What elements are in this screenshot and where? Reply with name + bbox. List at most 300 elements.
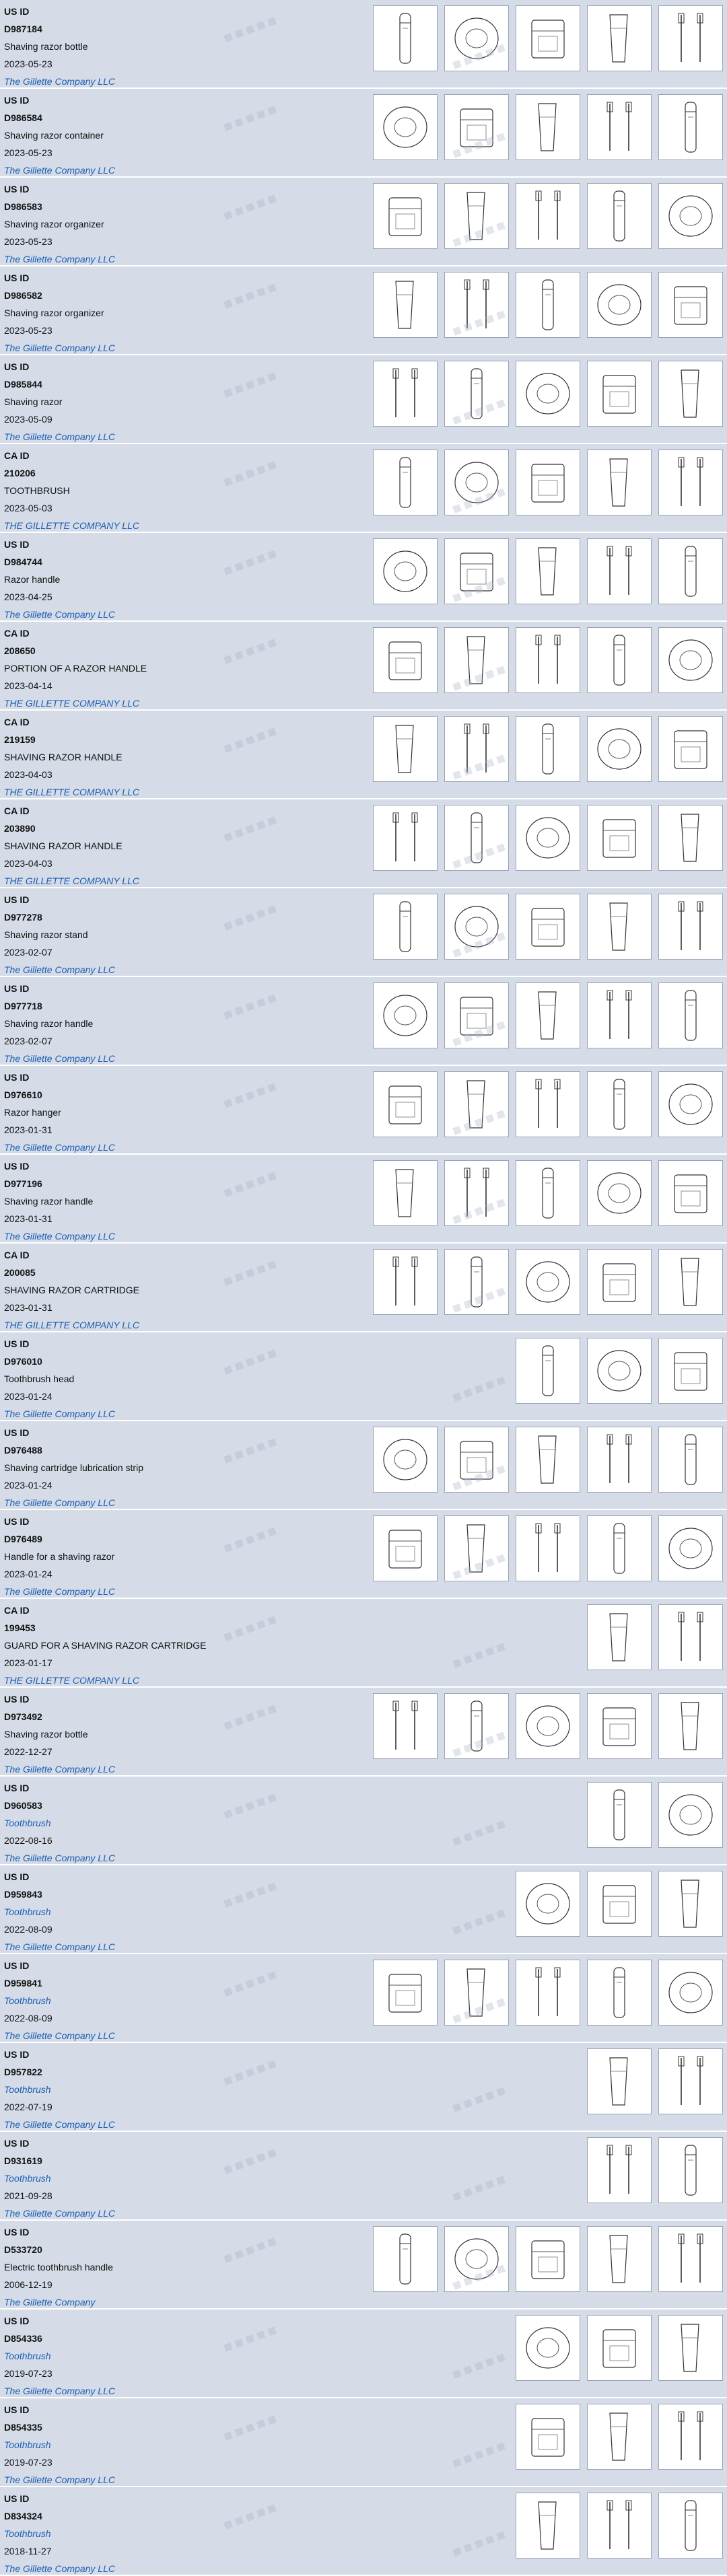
line-drawing-icon <box>590 1785 649 1845</box>
record-owner-link[interactable]: The Gillette Company LLC <box>4 431 115 442</box>
patent-record[interactable] <box>0 977 727 1065</box>
design-drawing-thumbnail[interactable] <box>373 982 438 1048</box>
watermark-mark: ■■■■■ <box>221 1343 281 1380</box>
design-drawing-thumbnail[interactable] <box>658 627 723 693</box>
design-drawing-thumbnail[interactable] <box>658 1604 723 1670</box>
line-drawing-icon <box>447 363 506 424</box>
design-drawing-thumbnail[interactable] <box>658 1960 723 2026</box>
watermark-mark: ■■■■■ <box>450 303 510 341</box>
patent-record[interactable] <box>0 799 727 887</box>
line-drawing-icon <box>518 2406 578 2467</box>
drawing-thumbnails <box>373 716 723 782</box>
line-drawing-icon <box>447 8 506 69</box>
line-drawing-icon <box>590 2140 649 2201</box>
design-drawing-thumbnail[interactable] <box>658 1427 723 1493</box>
record-owner-link[interactable]: THE GILLETTE COMPANY LLC <box>4 1320 139 1330</box>
line-drawing-icon <box>518 8 578 69</box>
design-drawing-thumbnail[interactable] <box>658 1515 723 1581</box>
record-id[interactable]: 200085 <box>4 1267 36 1278</box>
patent-record[interactable] <box>0 622 727 709</box>
watermark-mark: ■■■■■ <box>450 2258 510 2295</box>
design-drawing-thumbnail[interactable] <box>516 2315 580 2381</box>
line-drawing-icon <box>661 2051 720 2112</box>
design-drawing-thumbnail[interactable] <box>516 1960 580 2026</box>
design-drawing-thumbnail[interactable] <box>658 2137 723 2203</box>
patent-record[interactable] <box>0 444 727 532</box>
record-id[interactable]: D834324 <box>4 2511 42 2521</box>
design-drawing-thumbnail[interactable] <box>373 1249 438 1315</box>
record-id[interactable]: D977718 <box>4 1001 42 1011</box>
design-drawing-thumbnail[interactable] <box>587 361 652 427</box>
watermark-mark: ■■■■■ <box>221 454 281 491</box>
design-drawing-thumbnail[interactable] <box>587 1693 652 1759</box>
design-drawing-thumbnail[interactable] <box>373 716 438 782</box>
design-drawing-thumbnail[interactable] <box>587 450 652 515</box>
line-drawing-icon <box>376 363 435 424</box>
design-drawing-thumbnail[interactable] <box>444 5 509 71</box>
line-drawing-icon <box>661 8 720 69</box>
patent-record[interactable] <box>0 1155 727 1242</box>
design-drawing-thumbnail[interactable] <box>587 1338 652 1404</box>
drawing-thumbnails <box>587 1604 723 1670</box>
design-drawing-thumbnail[interactable] <box>658 894 723 960</box>
line-drawing-icon <box>661 2140 720 2201</box>
design-drawing-thumbnail[interactable] <box>587 1427 652 1493</box>
line-drawing-icon <box>447 1696 506 1756</box>
line-drawing-icon <box>590 2051 649 2112</box>
record-date: 2023-05-23 <box>4 325 53 336</box>
design-drawing-thumbnail[interactable] <box>587 1960 652 2026</box>
record-date: 2023-02-07 <box>4 947 53 958</box>
record-id[interactable]: D976488 <box>4 1445 42 1456</box>
design-drawing-thumbnail[interactable] <box>587 716 652 782</box>
design-drawing-thumbnail[interactable] <box>444 361 509 427</box>
record-owner-link[interactable]: The Gillette Company LLC <box>4 2474 115 2485</box>
patent-record[interactable] <box>0 2043 727 2131</box>
record-owner-link[interactable]: The Gillette Company LLC <box>4 2119 115 2130</box>
design-drawing-thumbnail[interactable] <box>658 2493 723 2559</box>
design-drawing-thumbnail[interactable] <box>373 1160 438 1226</box>
design-drawing-thumbnail[interactable] <box>658 1871 723 1937</box>
design-drawing-thumbnail[interactable] <box>587 894 652 960</box>
record-date: 2022-08-16 <box>4 1835 53 1846</box>
record-id[interactable]: D957822 <box>4 2067 42 2077</box>
record-id[interactable]: D977278 <box>4 912 42 923</box>
record-owner-link[interactable]: The Gillette Company LLC <box>4 2386 115 2396</box>
design-drawing-thumbnail[interactable] <box>444 272 509 338</box>
record-id[interactable]: D854336 <box>4 2333 42 2344</box>
design-drawing-thumbnail[interactable] <box>516 894 580 960</box>
line-drawing-icon <box>661 97 720 157</box>
line-drawing-icon <box>590 1340 649 1401</box>
patent-record[interactable] <box>0 1244 727 1331</box>
design-drawing-thumbnail[interactable] <box>587 2137 652 2203</box>
design-drawing-thumbnail[interactable] <box>373 1071 438 1137</box>
patent-record[interactable] <box>0 1510 727 1598</box>
design-drawing-thumbnail[interactable] <box>444 538 509 604</box>
design-drawing-thumbnail[interactable] <box>516 1071 580 1137</box>
record-type-label: US ID <box>4 1161 30 1172</box>
design-drawing-thumbnail[interactable] <box>658 2226 723 2292</box>
design-drawing-thumbnail[interactable] <box>444 894 509 960</box>
design-drawing-thumbnail[interactable] <box>444 716 509 782</box>
line-drawing-icon <box>661 1696 720 1756</box>
design-drawing-thumbnail[interactable] <box>516 1871 580 1937</box>
design-drawing-thumbnail[interactable] <box>658 450 723 515</box>
design-drawing-thumbnail[interactable] <box>516 1693 580 1759</box>
line-drawing-icon <box>590 630 649 690</box>
record-type-label: CA ID <box>4 806 30 816</box>
design-drawing-thumbnail[interactable] <box>587 1249 652 1315</box>
patent-record[interactable] <box>0 1954 727 2042</box>
design-drawing-thumbnail[interactable] <box>373 1693 438 1759</box>
record-id[interactable]: D985844 <box>4 379 42 390</box>
record-owner-link[interactable]: The Gillette Company LLC <box>4 1408 115 1419</box>
record-title: Toothbrush <box>4 1906 51 1917</box>
design-drawing-thumbnail[interactable] <box>658 2048 723 2114</box>
design-drawing-thumbnail[interactable] <box>587 94 652 160</box>
record-id[interactable]: 208650 <box>4 645 36 656</box>
record-owner-link[interactable]: The Gillette Company LLC <box>4 254 115 264</box>
watermark-mark: ■■■■■ <box>221 1076 281 1113</box>
drawing-thumbnails <box>373 538 723 604</box>
watermark-mark: ■■■■■ <box>221 2320 281 2357</box>
watermark-mark: ■■■■■ <box>221 1875 281 1912</box>
record-id[interactable]: D987184 <box>4 24 42 34</box>
record-id[interactable]: D986584 <box>4 112 42 123</box>
patent-record[interactable] <box>0 178 727 265</box>
record-meta <box>4 1246 354 1331</box>
record-date: 2019-07-23 <box>4 2368 53 2379</box>
line-drawing-icon <box>447 186 506 246</box>
record-id[interactable]: D977196 <box>4 1178 42 1189</box>
design-drawing-thumbnail[interactable] <box>516 5 580 71</box>
record-meta <box>4 2312 354 2397</box>
patent-record[interactable] <box>0 2310 727 2397</box>
design-drawing-thumbnail[interactable] <box>516 1427 580 1493</box>
record-owner-link[interactable]: The Gillette Company LLC <box>4 1497 115 1508</box>
line-drawing-icon <box>447 452 506 513</box>
design-drawing-thumbnail[interactable] <box>587 2493 652 2559</box>
record-id[interactable]: D960583 <box>4 1800 42 1811</box>
design-drawing-thumbnail[interactable] <box>658 272 723 338</box>
design-drawing-thumbnail[interactable] <box>587 805 652 871</box>
design-drawing-thumbnail[interactable] <box>516 272 580 338</box>
design-drawing-thumbnail[interactable] <box>516 538 580 604</box>
record-owner-link[interactable]: The Gillette Company LLC <box>4 165 115 176</box>
line-drawing-icon <box>376 985 435 1046</box>
record-owner-link[interactable]: The Gillette Company LLC <box>4 76 115 87</box>
patent-record[interactable] <box>0 888 727 976</box>
record-id[interactable]: D986582 <box>4 290 42 301</box>
line-drawing-icon <box>518 363 578 424</box>
drawing-thumbnails <box>587 2137 723 2203</box>
design-drawing-thumbnail[interactable] <box>658 1160 723 1226</box>
design-drawing-thumbnail[interactable] <box>516 1249 580 1315</box>
line-drawing-icon <box>447 1163 506 1223</box>
record-owner-link[interactable]: The Gillette Company LLC <box>4 1853 115 1863</box>
design-drawing-thumbnail[interactable] <box>444 1249 509 1315</box>
record-id[interactable]: 210206 <box>4 468 36 478</box>
design-drawing-thumbnail[interactable] <box>444 1515 509 1581</box>
record-meta <box>4 92 354 176</box>
design-drawing-thumbnail[interactable] <box>587 1071 652 1137</box>
design-drawing-thumbnail[interactable] <box>587 538 652 604</box>
design-drawing-thumbnail[interactable] <box>516 805 580 871</box>
line-drawing-icon <box>518 719 578 779</box>
design-drawing-thumbnail[interactable] <box>373 894 438 960</box>
record-type-label: US ID <box>4 1516 30 1527</box>
watermark-mark: ■■■■■ <box>450 748 510 785</box>
patent-record[interactable] <box>0 711 727 798</box>
design-drawing-thumbnail[interactable] <box>516 1160 580 1226</box>
record-date: 2023-01-31 <box>4 1213 53 1224</box>
watermark-mark: ■■■■■ <box>450 2169 510 2206</box>
design-drawing-thumbnail[interactable] <box>373 538 438 604</box>
design-drawing-thumbnail[interactable] <box>373 361 438 427</box>
record-meta <box>4 1069 354 1153</box>
design-drawing-thumbnail[interactable] <box>444 1960 509 2026</box>
record-owner-link[interactable]: The Gillette Company <box>4 2297 96 2307</box>
record-type-label: CA ID <box>4 450 30 461</box>
design-drawing-thumbnail[interactable] <box>516 450 580 515</box>
record-owner-link[interactable]: THE GILLETTE COMPANY LLC <box>4 520 139 531</box>
design-drawing-thumbnail[interactable] <box>516 716 580 782</box>
patent-record[interactable] <box>0 266 727 354</box>
design-drawing-thumbnail[interactable] <box>587 2226 652 2292</box>
record-owner-link[interactable]: THE GILLETTE COMPANY LLC <box>4 698 139 709</box>
record-title: Razor hanger <box>4 1107 61 1118</box>
record-title: Shaving razor organizer <box>4 219 104 229</box>
record-id[interactable]: D984744 <box>4 557 42 567</box>
record-id[interactable]: 219159 <box>4 734 36 745</box>
record-owner-link[interactable]: THE GILLETTE COMPANY LLC <box>4 875 139 886</box>
design-drawing-thumbnail[interactable] <box>587 1515 652 1581</box>
record-id[interactable]: D854335 <box>4 2422 42 2433</box>
design-drawing-thumbnail[interactable] <box>658 94 723 160</box>
record-owner-link[interactable]: The Gillette Company LLC <box>4 2563 115 2574</box>
design-drawing-thumbnail[interactable] <box>658 805 723 871</box>
design-drawing-thumbnail[interactable] <box>444 183 509 249</box>
watermark-mark: ■■■■■ <box>221 1964 281 2001</box>
line-drawing-icon <box>590 2406 649 2467</box>
record-date: 2023-05-23 <box>4 236 53 247</box>
design-drawing-thumbnail[interactable] <box>658 716 723 782</box>
patent-record[interactable] <box>0 355 727 443</box>
patent-record[interactable] <box>0 1066 727 1153</box>
record-owner-link[interactable]: The Gillette Company LLC <box>4 2030 115 2041</box>
design-drawing-thumbnail[interactable] <box>658 361 723 427</box>
design-drawing-thumbnail[interactable] <box>516 627 580 693</box>
design-drawing-thumbnail[interactable] <box>658 1249 723 1315</box>
design-drawing-thumbnail[interactable] <box>658 1338 723 1404</box>
watermark-mark: ■■■■■ <box>221 1609 281 1646</box>
design-drawing-thumbnail[interactable] <box>658 1071 723 1137</box>
watermark-mark: ■■■■■ <box>450 570 510 607</box>
record-owner-link[interactable]: The Gillette Company LLC <box>4 1053 115 1064</box>
record-owner-link[interactable]: THE GILLETTE COMPANY LLC <box>4 787 139 797</box>
record-meta <box>4 180 354 265</box>
record-id[interactable]: 199453 <box>4 1622 36 1633</box>
design-drawing-thumbnail[interactable] <box>373 1515 438 1581</box>
record-owner-link[interactable]: The Gillette Company LLC <box>4 964 115 975</box>
record-owner-link[interactable]: THE GILLETTE COMPANY LLC <box>4 1675 139 1686</box>
design-drawing-thumbnail[interactable] <box>444 94 509 160</box>
record-owner-link[interactable]: The Gillette Company LLC <box>4 1586 115 1597</box>
drawing-thumbnails <box>373 1249 723 1315</box>
design-drawing-thumbnail[interactable] <box>444 627 509 693</box>
design-drawing-thumbnail[interactable] <box>587 1871 652 1937</box>
record-id[interactable]: D976010 <box>4 1356 42 1367</box>
record-id[interactable]: D959841 <box>4 1978 42 1989</box>
line-drawing-icon <box>518 1873 578 1934</box>
design-drawing-thumbnail[interactable] <box>658 2404 723 2470</box>
design-drawing-thumbnail[interactable] <box>587 627 652 693</box>
line-drawing-icon <box>376 1696 435 1756</box>
record-meta <box>4 1602 354 1686</box>
patent-record[interactable] <box>0 1421 727 1509</box>
patent-record[interactable] <box>0 1332 727 1420</box>
design-drawing-thumbnail[interactable] <box>587 5 652 71</box>
design-drawing-thumbnail[interactable] <box>373 1960 438 2026</box>
line-drawing-icon <box>447 1518 506 1579</box>
design-drawing-thumbnail[interactable] <box>516 1338 580 1404</box>
line-drawing-icon <box>376 1429 435 1490</box>
drawing-thumbnails <box>516 2404 723 2470</box>
design-drawing-thumbnail[interactable] <box>373 627 438 693</box>
design-drawing-thumbnail[interactable] <box>373 2226 438 2292</box>
design-drawing-thumbnail[interactable] <box>587 183 652 249</box>
record-type-label: US ID <box>4 1783 30 1793</box>
watermark-mark: ■■■■■ <box>450 1725 510 1762</box>
patent-record[interactable] <box>0 89 727 176</box>
line-drawing-icon <box>447 630 506 690</box>
record-owner-link[interactable]: The Gillette Company LLC <box>4 1231 115 1242</box>
record-owner-link[interactable]: The Gillette Company LLC <box>4 1764 115 1775</box>
record-id[interactable]: D959843 <box>4 1889 42 1900</box>
design-drawing-thumbnail[interactable] <box>587 982 652 1048</box>
patent-record[interactable] <box>0 2221 727 2308</box>
design-drawing-thumbnail[interactable] <box>373 805 438 871</box>
line-drawing-icon <box>661 1607 720 1668</box>
patent-record[interactable] <box>0 0 727 87</box>
line-drawing-icon <box>590 452 649 513</box>
record-meta <box>4 2401 354 2486</box>
line-drawing-icon <box>376 541 435 602</box>
patent-record[interactable] <box>0 2132 727 2219</box>
design-drawing-thumbnail[interactable] <box>587 1604 652 1670</box>
patent-record[interactable] <box>0 2398 727 2486</box>
drawing-thumbnails <box>373 805 723 871</box>
record-owner-link[interactable]: The Gillette Company LLC <box>4 609 115 620</box>
line-drawing-icon <box>590 275 649 335</box>
patent-record[interactable] <box>0 1688 727 1775</box>
record-owner-link[interactable]: The Gillette Company LLC <box>4 1941 115 1952</box>
design-drawing-thumbnail[interactable] <box>516 361 580 427</box>
record-date: 2019-07-23 <box>4 2457 53 2468</box>
design-drawing-thumbnail[interactable] <box>516 2404 580 2470</box>
line-drawing-icon <box>661 186 720 246</box>
design-drawing-thumbnail[interactable] <box>444 1071 509 1137</box>
record-meta <box>4 1779 354 1864</box>
record-id[interactable]: D976610 <box>4 1089 42 1100</box>
record-id[interactable]: D986583 <box>4 201 42 212</box>
design-drawing-thumbnail[interactable] <box>444 805 509 871</box>
line-drawing-icon <box>518 1074 578 1135</box>
patent-record[interactable] <box>0 1777 727 1864</box>
design-drawing-thumbnail[interactable] <box>373 183 438 249</box>
watermark-mark: ■■■■■ <box>221 1698 281 1735</box>
design-drawing-thumbnail[interactable] <box>658 982 723 1048</box>
line-drawing-icon <box>518 1518 578 1579</box>
design-drawing-thumbnail[interactable] <box>658 5 723 71</box>
design-drawing-thumbnail[interactable] <box>587 1160 652 1226</box>
line-drawing-icon <box>376 1252 435 1312</box>
record-id[interactable]: D931619 <box>4 2155 42 2166</box>
record-id[interactable]: D533720 <box>4 2244 42 2255</box>
design-drawing-thumbnail[interactable] <box>373 450 438 515</box>
record-owner-link[interactable]: The Gillette Company LLC <box>4 1142 115 1153</box>
drawing-thumbnails <box>516 1338 723 1404</box>
record-owner-link[interactable]: The Gillette Company LLC <box>4 2208 115 2219</box>
record-title: Toothbrush <box>4 2173 51 2184</box>
watermark-mark: ■■■■■ <box>221 99 281 136</box>
design-drawing-thumbnail[interactable] <box>373 272 438 338</box>
design-drawing-thumbnail[interactable] <box>444 982 509 1048</box>
design-drawing-thumbnail[interactable] <box>587 1782 652 1848</box>
design-drawing-thumbnail[interactable] <box>658 1782 723 1848</box>
design-drawing-thumbnail[interactable] <box>658 1693 723 1759</box>
design-drawing-thumbnail[interactable] <box>516 94 580 160</box>
design-drawing-thumbnail[interactable] <box>658 2315 723 2381</box>
patent-record[interactable] <box>0 2487 727 2575</box>
design-drawing-thumbnail[interactable] <box>444 1693 509 1759</box>
record-date: 2006-12-19 <box>4 2279 53 2290</box>
design-drawing-thumbnail[interactable] <box>658 183 723 249</box>
design-drawing-thumbnail[interactable] <box>587 2404 652 2470</box>
design-drawing-thumbnail[interactable] <box>444 450 509 515</box>
design-drawing-thumbnail[interactable] <box>444 1160 509 1226</box>
watermark-mark: ■■■■■ <box>450 1636 510 1673</box>
watermark-mark: ■■■■■ <box>450 1991 510 2028</box>
watermark-mark: ■■■■■ <box>221 1165 281 1202</box>
record-id[interactable]: D973492 <box>4 1711 42 1722</box>
patent-record[interactable] <box>0 1865 727 1953</box>
record-id[interactable]: D976489 <box>4 1534 42 1544</box>
design-drawing-thumbnail[interactable] <box>373 5 438 71</box>
design-drawing-thumbnail[interactable] <box>373 94 438 160</box>
design-drawing-thumbnail[interactable] <box>587 272 652 338</box>
design-drawing-thumbnail[interactable] <box>587 2315 652 2381</box>
record-owner-link[interactable]: The Gillette Company LLC <box>4 343 115 353</box>
design-drawing-thumbnail[interactable] <box>516 1515 580 1581</box>
design-drawing-thumbnail[interactable] <box>516 183 580 249</box>
design-drawing-thumbnail[interactable] <box>658 538 723 604</box>
design-drawing-thumbnail[interactable] <box>587 2048 652 2114</box>
record-id[interactable]: 203890 <box>4 823 36 834</box>
line-drawing-icon <box>661 1074 720 1135</box>
design-drawing-thumbnail[interactable] <box>373 1427 438 1493</box>
patent-record[interactable] <box>0 533 727 620</box>
design-drawing-thumbnail[interactable] <box>444 1427 509 1493</box>
design-drawing-thumbnail[interactable] <box>516 2226 580 2292</box>
design-drawing-thumbnail[interactable] <box>516 2493 580 2559</box>
patent-record[interactable] <box>0 1599 727 1686</box>
design-drawing-thumbnail[interactable] <box>444 2226 509 2292</box>
drawing-thumbnails <box>373 982 723 1048</box>
design-drawing-thumbnail[interactable] <box>516 982 580 1048</box>
drawing-thumbnails <box>373 5 723 71</box>
